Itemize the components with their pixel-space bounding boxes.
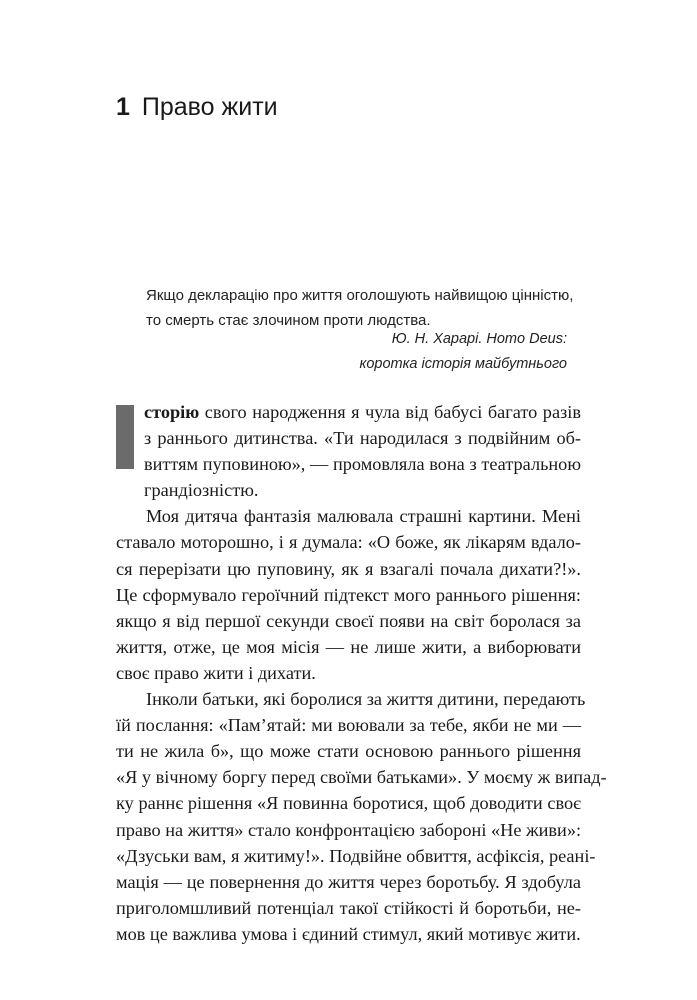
text-line: ся перерізати цю пуповину, як я взагалі почала дихати?!».	[116, 558, 581, 579]
text-line	[116, 399, 581, 425]
epigraph-line: то смерть стає злочином проти людства.	[146, 312, 431, 329]
chapter-title: Право жити	[141, 93, 278, 121]
text-line: Моя дитяча фантазія малювала страшні картини. Мені	[146, 506, 581, 527]
first-word: сторію	[144, 402, 200, 422]
epigraph-line: Якщо декларацію про життя оголошують найвищою цінністю,	[146, 287, 574, 304]
text-line: своє право жити і дихати.	[116, 662, 316, 683]
epigraph-source	[359, 327, 567, 377]
text-line: їй послання: «Пам’ятай: ми воювали за тебе, якби не ми —	[116, 715, 581, 736]
epigraph-source-line: Ю. Н. Харарі. Homo Deus:	[391, 331, 567, 347]
text-line: якщо я від першої секунди своєї появи на світ боролася за	[116, 610, 581, 631]
text-line: ставало моторошно, і я думала: «О боже, як лікарям вдало-	[116, 532, 581, 553]
first-line-rest: свого народження я чула від бабусі багато разів	[199, 402, 581, 422]
chapter-heading	[116, 93, 278, 122]
text-line: мація — це повернення до життя через боротьбу. Я здобула	[116, 871, 581, 892]
text-line: виттям пуповиною», — промовляла вона з театральною	[144, 454, 581, 475]
text-line: грандіозністю.	[144, 480, 259, 501]
text-line: з раннього дитинства. «Ти народилася з подвійним об-	[144, 428, 581, 449]
text-line: Інколи батьки, які боролися за життя дитини, передають	[146, 689, 586, 710]
text-line: мов це важлива умова і єдиний стимул, який мотивує жити.	[116, 923, 581, 944]
text-line: Це сформувало героїчний підтекст мого раннього рішення:	[116, 584, 581, 605]
text-line: право на життя» стало конфронтацією забороні «Не живи»:	[116, 819, 582, 840]
text-line: життя, отже, це моя місія — не лише жити, а виборювати	[116, 636, 581, 657]
text-line: ти не жила б», що може стати основою раннього рішення	[116, 741, 581, 762]
text-line: ку раннє рішення «Я повинна боротися, щоб доводити своє	[116, 793, 581, 814]
text-line: «Я у вічному боргу перед своїми батьками». У моєму ж випад-	[116, 767, 607, 788]
body-text	[116, 399, 607, 947]
epigraph-source-line: коротка історія майбутнього	[359, 356, 567, 372]
chapter-number: 1	[116, 93, 130, 121]
text-line: приголомшливий потенціал такої стійкості й боротьби, не-	[116, 897, 581, 918]
epigraph	[146, 283, 591, 333]
text-line: «Дзуськи вам, я житиму!». Подвійне обвиття, асфіксія, реані-	[116, 845, 596, 866]
